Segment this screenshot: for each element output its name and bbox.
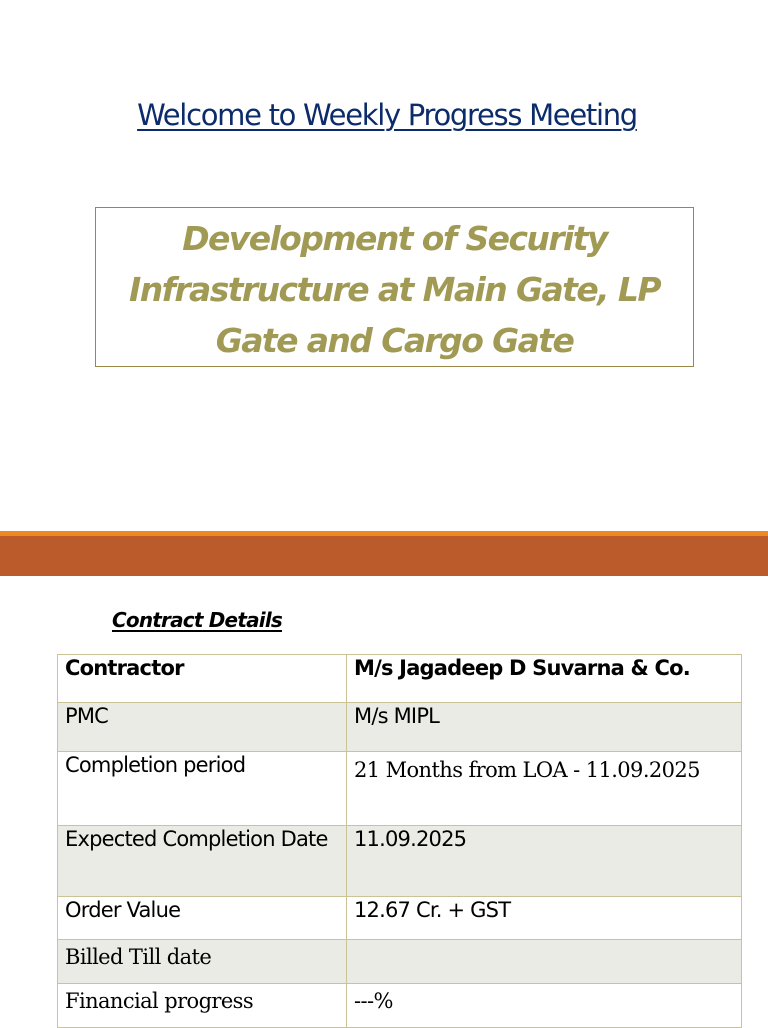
row-label: Expected Completion Date: [58, 826, 347, 897]
table-row: [58, 984, 742, 1028]
table-row: [58, 826, 742, 897]
row-value: 11.09.2025: [347, 826, 742, 897]
row-label: Billed Till date: [58, 940, 347, 984]
project-title-box: [95, 207, 694, 367]
meeting-title: Welcome to Weekly Progress Meeting: [137, 98, 637, 132]
table-row: [58, 897, 742, 940]
row-label: Completion period: [58, 752, 347, 826]
row-value: [347, 940, 742, 984]
contract-details-heading: Contract Details: [112, 608, 282, 632]
row-value: ---%: [347, 984, 742, 1028]
table-row: [58, 655, 742, 703]
project-title: Development of Security Infrastructure at Main Gate, LP Gate and Cargo Gate: [129, 218, 660, 360]
divider-band-thick: [0, 536, 768, 576]
row-value: 12.67 Cr. + GST: [347, 897, 742, 940]
table-row: [58, 752, 742, 826]
row-value: 21 Months from LOA - 11.09.2025: [347, 752, 742, 826]
row-label: PMC: [58, 703, 347, 752]
row-value: M/s Jagadeep D Suvarna & Co.: [347, 655, 742, 703]
table-row: [58, 703, 742, 752]
row-label: Contractor: [58, 655, 347, 703]
table-row: [58, 940, 742, 984]
contract-details-table: [57, 654, 742, 1028]
row-label: Financial progress: [58, 984, 347, 1028]
row-value: M/s MIPL: [347, 703, 742, 752]
row-label: Order Value: [58, 897, 347, 940]
